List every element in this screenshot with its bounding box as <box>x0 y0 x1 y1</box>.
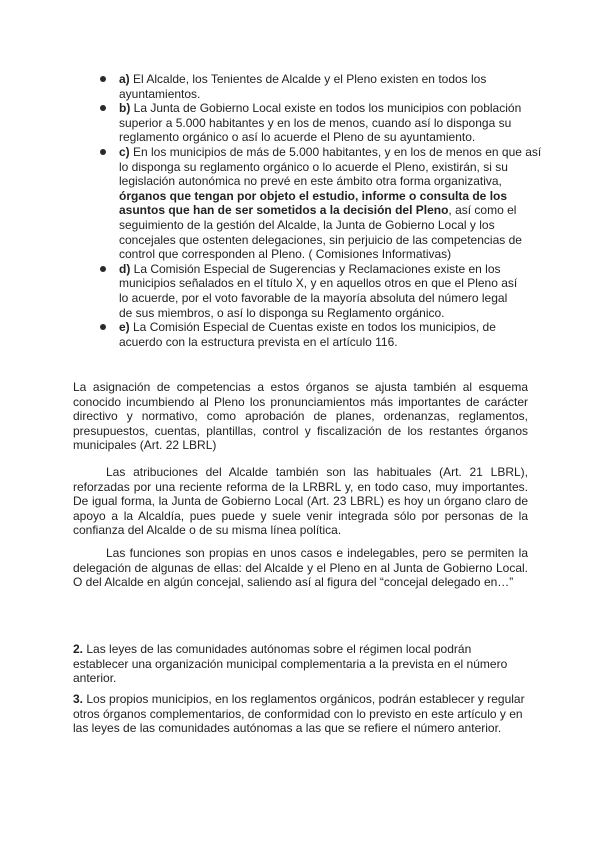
list-item <box>100 145 544 262</box>
bullet-icon <box>100 149 106 155</box>
bullet-icon <box>100 76 106 82</box>
item-text: La Junta de Gobierno Local existe en todos los municipios con población superior a 5.000 habitantes y en los de menos, cuando así lo disponga su reglamento orgánico o así lo acuerde el Pleno de su ayuntamiento. <box>119 101 522 145</box>
item-label: d) <box>119 261 131 276</box>
list-item <box>100 101 539 145</box>
section-2 <box>73 642 528 686</box>
section-3 <box>73 692 528 736</box>
item-bold-text: órganos que tengan por objeto el estudio, informe o consulta de los asuntos que han de ser sometidos a la decisión del Pleno <box>119 188 508 218</box>
section-text: Las leyes de las comunidades autónomas sobre el régimen local podrán establecer una organización municipal complementaria a la prevista en el número anterior. <box>73 642 508 686</box>
item-text: La Comisión Especial de Cuentas existe en todos los municipios, de acuerdo con la estructura prevista en el artículo 116. <box>119 320 496 349</box>
bullet-icon <box>100 324 106 330</box>
item-label: a) <box>119 72 130 86</box>
bullet-icon <box>100 266 106 272</box>
paragraph-competencies: La asignación de competencias a estos órganos se ajusta también al esquema conocido incumbiendo al Pleno los pronunciamientos más importantes de carácter directivo y normativo, como aprobación de planes, ordenanzas, reglamentos, presupuestos, cuentas, plantillas, control y fiscalización de los restantes órganos municipales (Art. 22 LBRL) <box>73 380 528 453</box>
list-item <box>100 262 519 320</box>
item-label: b) <box>119 101 131 116</box>
item-label: e) <box>119 320 130 335</box>
organ-list <box>100 72 542 349</box>
section-number: 3. <box>73 692 84 706</box>
list-item <box>100 320 529 349</box>
paragraph-functions: Las funciones son propias en unos casos e indelegables, pero se permiten la delegación de algunas de ellas: del Alcalde y el Pleno en al Junta de Gobierno Local. O del Alcalde en algún concejal, saliendo así al figura del “concejal delegado en…” <box>73 546 528 590</box>
bullet-icon <box>100 105 106 111</box>
section-number: 2. <box>73 642 84 656</box>
item-text: En los municipios de más de 5.000 habitantes, y en los de menos en que así lo disponga su reglamento orgánico o lo acuerde el Pleno, existirán, si su legislación autonómica no prevé en este ámbito otra forma organizativa, <box>119 144 542 189</box>
list-item <box>100 72 497 101</box>
item-text: , así como el seguimiento de la gestión del Alcalde, la Junta de Gobierno Local y los concejales que ostenten delegaciones, sin perjuicio de las competencias de control que corresponden al Pleno. ( Comisiones Informativas) <box>119 203 522 262</box>
section-text: Los propios municipios, en los reglamentos orgánicos, podrán establecer y regular otros órganos complementarios, de conformidad con lo previsto en este artículo y en las leyes de las comunidades autónomas a las que se refiere el número anterior. <box>73 692 525 736</box>
item-text: La Comisión Especial de Sugerencias y Reclamaciones existe en los municipios señalados en el título X, y en aquellos otros en que el Pleno así lo acuerde, por el voto favorable de la mayoría absoluta del número legal de sus miembros, o así lo disponga su Reglamento orgánico. <box>119 261 518 320</box>
item-label: c) <box>119 144 130 159</box>
item-text: El Alcalde, los Tenientes de Alcalde y el Pleno existen en todos los ayuntamientos. <box>119 72 487 101</box>
paragraph-alcalde: Las atribuciones del Alcalde también son las habituales (Art. 21 LBRL), reforzadas por una reciente reforma de la LRBRL y, en todo caso, muy importantes. De igual forma, la Junta de Gobierno Local (Art. 23 LBRL) es hoy un órgano claro de apoyo a la Alcaldía, pues puede y suele venir integrada sólo por personas de la confianza del Alcalde o de su misma línea política. <box>73 465 528 538</box>
